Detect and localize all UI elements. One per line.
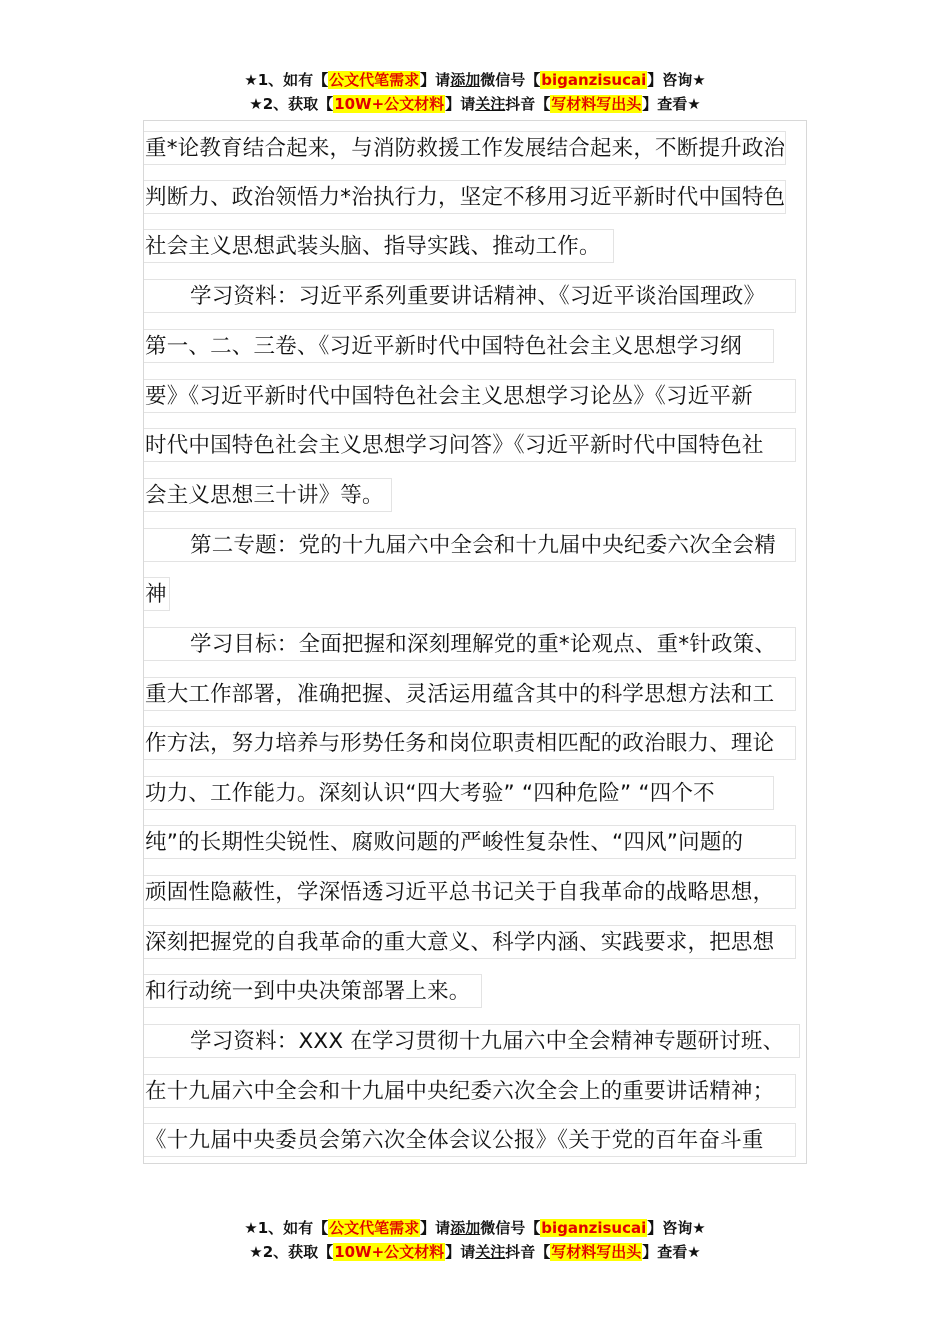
banner-highlight: biganzisucai [541, 1219, 647, 1237]
banner-highlight: 公文代笔需求 [329, 71, 420, 89]
banner-text: 微信号【 [480, 71, 541, 89]
text-line: 学习目标：全面把握和深刻理解党的重*论观点、重*针政策、 [144, 627, 796, 661]
banner-text: ★1、如有【 [244, 1219, 329, 1237]
banner-text: 】查看★ [642, 95, 701, 113]
text-line: 重*论教育结合起来，与消防救援工作发展结合起来，不断提升政治 [144, 131, 786, 165]
text-line: 学习资料：XXX 在学习贯彻十九届六中全会精神专题研讨班、 [144, 1024, 800, 1058]
text-line: 重大工作部署，准确把握、灵活运用蕴含其中的科学思想方法和工 [144, 677, 796, 711]
text-line: 《十九届中央委员会第六次全体会议公报》《关于党的百年奋斗重 [144, 1123, 796, 1157]
text-line: 纯”的长期性尖锐性、腐败问题的严峻性复杂性、“四风”问题的 [144, 825, 796, 859]
bottom-banner [0, 1216, 950, 1264]
text-line: 社会主义思想武装头脑、指导实践、推动工作。 [144, 229, 614, 263]
text-line: 会主义思想三十讲》等。 [144, 478, 392, 512]
banner-highlight: 写材料写出头 [551, 1243, 642, 1261]
banner-line-1 [0, 68, 950, 92]
banner-text: ★1、如有【 [244, 71, 329, 89]
text-line: 学习资料：习近平系列重要讲话精神、《习近平谈治国理政》 [144, 279, 796, 313]
banner-text: 】请 [420, 71, 451, 89]
banner-text: 】查看★ [642, 1243, 701, 1261]
text-line: 第一、二、三卷、《习近平新时代中国特色社会主义思想学习纲 [144, 329, 774, 363]
banner-text: 】咨询★ [647, 71, 706, 89]
text-line: 时代中国特色社会主义思想学习问答》《习近平新时代中国特色社 [144, 428, 796, 462]
banner-highlight: biganzisucai [541, 71, 647, 89]
banner-highlight: 写材料写出头 [551, 95, 642, 113]
text-line: 和行动统一到中央决策部署上来。 [144, 974, 482, 1008]
banner-text: 抖音【 [505, 95, 551, 113]
banner-text: ★2、获取【 [249, 95, 334, 113]
text-line: 深刻把握党的自我革命的重大意义、科学内涵、实践要求，把思想 [144, 925, 796, 959]
text-line: 功力、工作能力。深刻认识“四大考验” “四种危险” “四个不 [144, 776, 774, 810]
text-line: 在十九届六中全会和十九届中央纪委六次全会上的重要讲话精神； [144, 1074, 796, 1108]
text-line: 神 [144, 577, 170, 611]
text-line: 作方法，努力培养与形势任务和岗位职责相匹配的政治眼力、理论 [144, 726, 796, 760]
banner-text: 】请 [445, 1243, 476, 1261]
text-line: 要》《习近平新时代中国特色社会主义思想学习论丛》《习近平新 [144, 379, 796, 413]
banner-text: 】请 [420, 1219, 451, 1237]
banner-line-2 [0, 92, 950, 116]
banner-text: 微信号【 [480, 1219, 541, 1237]
banner-highlight: 公文代笔需求 [329, 1219, 420, 1237]
banner-text: ★2、获取【 [249, 1243, 334, 1261]
banner-underlined: 添加 [450, 1219, 481, 1237]
text-line: 顽固性隐蔽性，学深悟透习近平总书记关于自我革命的战略思想， [144, 875, 796, 909]
banner-text: 】请 [445, 95, 476, 113]
banner-underlined: 关注 [475, 1243, 506, 1261]
text-line: 判断力、政治领悟力*治执行力，坚定不移用习近平新时代中国特色 [144, 180, 786, 214]
banner-underlined: 添加 [450, 71, 481, 89]
banner-underlined: 关注 [475, 95, 506, 113]
text-line: 第二专题：党的十九届六中全会和十九届中央纪委六次全会精 [144, 528, 796, 562]
banner-line-2 [0, 1240, 950, 1264]
document-body [143, 120, 807, 1164]
banner-text: 抖音【 [505, 1243, 551, 1261]
banner-highlight: 10W+公文材料 [334, 95, 445, 113]
top-banner [0, 68, 950, 116]
banner-line-1 [0, 1216, 950, 1240]
banner-text: 】咨询★ [647, 1219, 706, 1237]
banner-highlight: 10W+公文材料 [334, 1243, 445, 1261]
